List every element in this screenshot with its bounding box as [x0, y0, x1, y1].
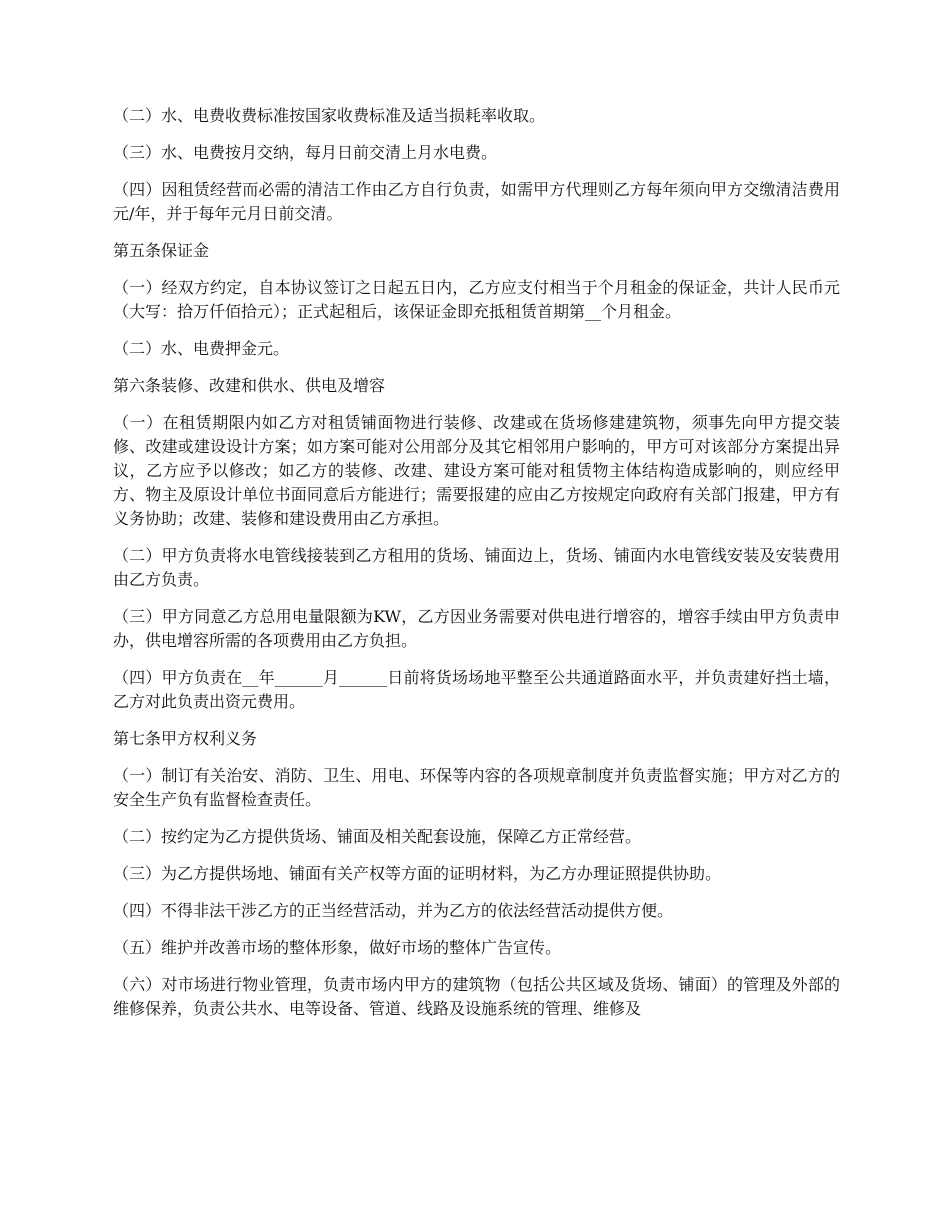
clause-5-2: （二）水、电费押金元。 — [113, 339, 290, 358]
article-5-heading: 第五条保证金 — [113, 241, 210, 260]
clause-7-5: （五）维护并改善市场的整体形象，做好市场的整体广告宣传。 — [113, 938, 562, 957]
clause-5-4-3: （三）水、电费按月交纳，每月日前交清上月水电费。 — [113, 143, 498, 162]
clause-5-4-2: （二）水、电费收费标准按国家收费标准及适当损耗率收取。 — [113, 106, 546, 125]
clause-5-1: （一）经双方约定，自本协议签订之日起五日内，乙方应支付相当于个月租金的保证金，共计人民币元（大写：拾万仟佰拾元）；正式起租后，该保证金即充抵租赁首期第__个月租金。 — [113, 278, 840, 321]
clause-6-2: （二）甲方负责将水电管线接装到乙方租用的货场、铺面边上，货场、铺面内水电管线安装及安装费用由乙方负责。 — [113, 546, 840, 589]
clause-7-6: （六）对市场进行物业管理，负责市场内甲方的建筑物（包括公共区域及货场、铺面）的管理及外部的维修保养，负责公共水、电等设备、管道、线路及设施系统的管理、维修及 — [113, 975, 840, 1018]
document-page — [113, 104, 840, 1034]
article-7-heading: 第七条甲方权利义务 — [113, 729, 258, 748]
clause-6-3: （三）甲方同意乙方总用电量限额为KW，乙方因业务需要对供电进行增容的，增容手续由甲方负责申办，供电增容所需的各项费用由乙方负担。 — [113, 607, 840, 650]
clause-7-3: （三）为乙方提供场地、铺面有关产权等方面的证明材料，为乙方办理证照提供协助。 — [113, 864, 722, 883]
clause-5-4-4: （四）因租赁经营而必需的清洁工作由乙方自行负责，如需甲方代理则乙方每年须向甲方交缴清洁费用元/年，并于每年元月日前交清。 — [113, 180, 840, 223]
clause-7-4: （四）不得非法干涉乙方的正当经营活动，并为乙方的依法经营活动提供方便。 — [113, 901, 674, 920]
clause-6-1: （一）在租赁期限内如乙方对租赁铺面物进行装修、改建或在货场修建建筑物，须事先向甲方提交装修、改建或建设设计方案；如方案可能对公用部分及其它相邻用户影响的，甲方可对该部分方案提出异议，乙方应予以修改；如乙方的装修、改建、建设方案可能对租赁物主体结构造成影响的，则应经甲方、物主及原设计单位书面同意后方能进行；需要报建的应由乙方按规定向政府有关部门报建，甲方有义务协助；改建、装修和建设费用由乙方承担。 — [113, 413, 840, 528]
clause-7-1: （一）制订有关治安、消防、卫生、用电、环保等内容的各项规章制度并负责监督实施；甲方对乙方的安全生产负有监督检查责任。 — [113, 766, 840, 809]
article-6-heading: 第六条装修、改建和供水、供电及增容 — [113, 376, 386, 395]
clause-6-4: （四）甲方负责在__年______月______日前将货场场地平整至公共通道路面水平，并负责建好挡土墙，乙方对此负责出资元费用。 — [113, 668, 840, 711]
clause-7-2: （二）按约定为乙方提供货场、铺面及相关配套设施，保障乙方正常经营。 — [113, 827, 642, 846]
